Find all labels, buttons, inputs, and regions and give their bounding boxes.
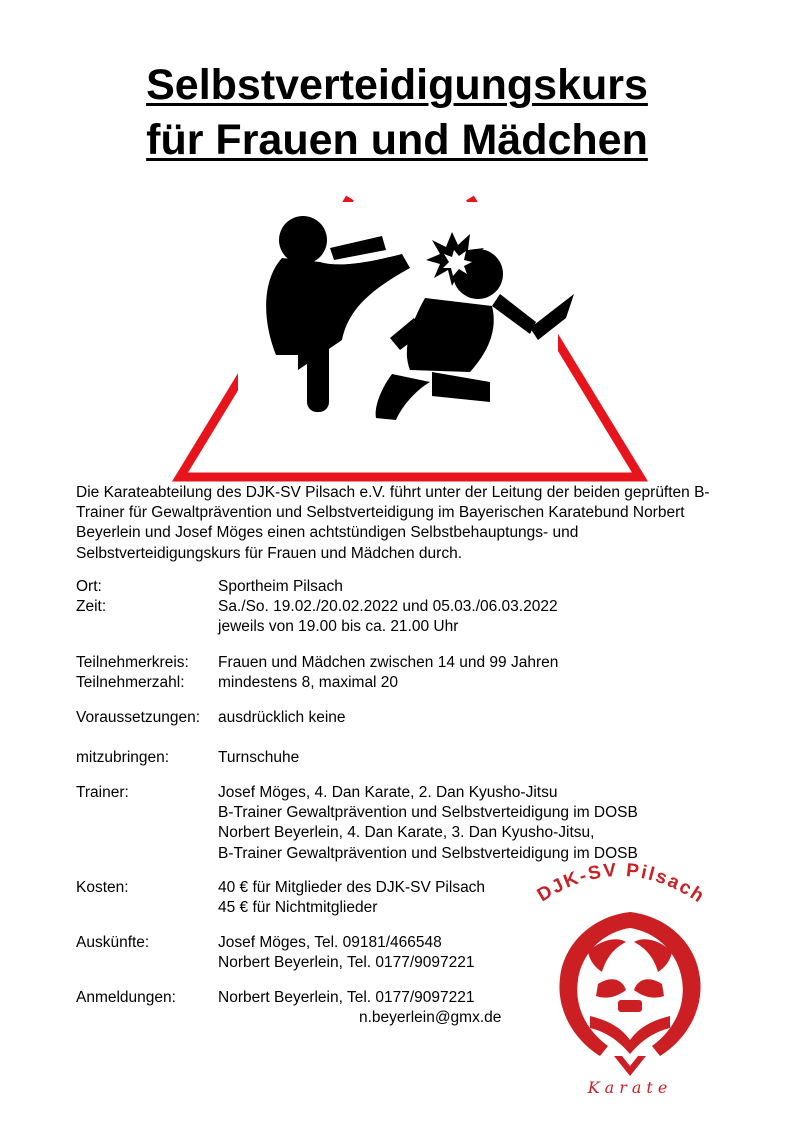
detail-label: Ort: [76,578,102,595]
registration-email[interactable]: n.beyerlein@gmx.de [359,1009,502,1027]
detail-value: B-Trainer Gewaltprävention und Selbstverteidigung im DOSB [218,804,638,822]
detail-label: Auskünfte: [76,934,150,951]
page-title-line1: Selbstverteidigungskurs [146,61,648,109]
dragon-emblem-icon [559,912,700,1076]
logo-bottom-text: Karate [587,1078,673,1097]
detail-label: Teilnehmerkreis: [76,654,189,671]
detail-value: Josef Möges, 4. Dan Karate, 2. Dan Kyusho-Jitsu [218,784,558,801]
detail-label: Teilnehmerzahl: [76,674,185,691]
detail-label: Zeit: [76,598,107,615]
detail-value: Josef Möges, Tel. 09181/466548 [218,934,442,951]
detail-value: Norbert Beyerlein, Tel. 0177/9097221 [218,989,475,1006]
detail-value: Frauen und Mädchen zwischen 14 und 99 Jahren [218,654,559,671]
detail-label: Voraussetzungen: [76,709,201,726]
detail-value: mindestens 8, maximal 20 [218,674,399,691]
detail-value: B-Trainer Gewaltprävention und Selbstverteidigung im DOSB [218,844,638,862]
detail-value: 40 € für Mitglieder des DJK-SV Pilsach [218,879,486,896]
club-logo-icon [530,850,730,1100]
detail-label: mitzubringen: [76,749,170,766]
detail-value: Norbert Beyerlein, Tel. 0177/9097221 [218,954,475,972]
detail-label: Anmeldungen: [76,989,176,1006]
detail-label: Trainer: [76,784,129,801]
detail-value: Turnschuhe [218,749,300,766]
detail-value: Sportheim Pilsach [218,578,343,595]
detail-value: Sa./So. 19.02./20.02.2022 und 05.03./06.03.2022 [218,598,558,615]
detail-value: 45 € für Nichtmitglieder [218,899,378,917]
page-title-line2: für Frauen und Mädchen [146,116,648,164]
detail-value: jeweils von 19.00 bis ca. 21.00 Uhr [218,618,459,636]
warning-sign-illustration [170,150,650,490]
detail-value: Norbert Beyerlein, 4. Dan Karate, 3. Dan Kyusho-Jitsu, [218,824,595,842]
logo-arc-text: DJK-SV Pilsach [533,859,710,909]
intro-paragraph: Die Karateabteilung des DJK-SV Pilsach e.V. führt unter der Leitung der beiden geprüften B-Trainer für Gewaltprävention und Selbstverteidigung im Bayerischen Karatebund Norbert Beyerlein und Josef Möges einen achtstündigen Selbstbehauptungs- und Selbstverteidigungskurs für Frauen und Mädchen durch. [76,484,710,562]
detail-value: ausdrücklich keine [218,709,346,726]
svg-text:DJK-SV Pilsach [534,860,709,908]
detail-label: Kosten: [76,879,129,896]
